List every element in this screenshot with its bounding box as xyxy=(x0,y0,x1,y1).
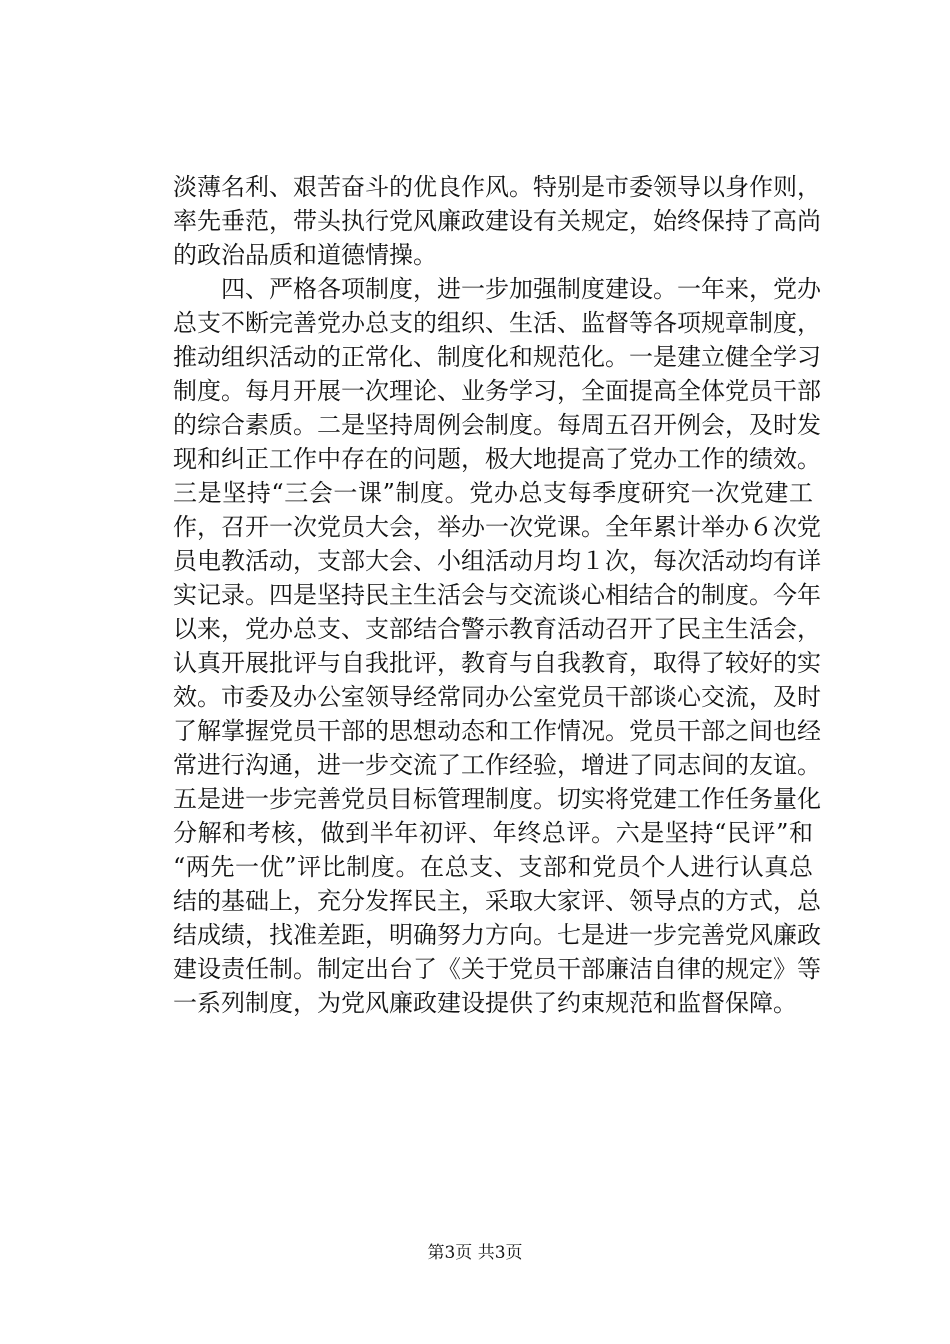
text-line: 四、严格各项制度，进一步加强制度建设。一年来，党办 xyxy=(173,275,821,303)
text-line: 淡薄名利、艰苦奋斗的优良作风。特别是市委领导以身作则， xyxy=(173,173,821,201)
text-line: 建设责任制。制定出台了《关于党员干部廉洁自律的规定》等 xyxy=(173,955,821,983)
text-line: “两先一优”评比制度。在总支、支部和党员个人进行认真总 xyxy=(173,853,813,881)
text-line: 以来，党办总支、支部结合警示教育活动召开了民主生活会， xyxy=(173,615,821,643)
text-line: 效。市委及办公室领导经常同办公室党员干部谈心交流，及时 xyxy=(173,683,821,711)
body-text xyxy=(173,170,821,1020)
page-footer: 第3页 共3页 xyxy=(427,1243,523,1263)
text-line: 制度。每月开展一次理论、业务学习，全面提高全体党员干部 xyxy=(173,377,821,405)
text-line: 作，召开一次党员大会，举办一次党课。全年累计举办６次党 xyxy=(173,513,821,541)
text-line: 认真开展批评与自我批评，教育与自我教育，取得了较好的实 xyxy=(173,649,821,677)
text-line: 一系列制度，为党风廉政建设提供了约束规范和监督保障。 xyxy=(173,989,797,1017)
text-line: 推动组织活动的正常化、制度化和规范化。一是建立健全学习 xyxy=(173,343,821,371)
text-line: 率先垂范，带头执行党风廉政建设有关规定，始终保持了高尚 xyxy=(173,207,821,235)
text-line: 分解和考核，做到半年初评、年终总评。六是坚持“民评”和 xyxy=(173,819,813,847)
text-line: 的政治品质和道德情操。 xyxy=(173,241,437,269)
text-line: 员电教活动，支部大会、小组活动月均１次，每次活动均有详 xyxy=(173,547,821,575)
text-line: 结成绩，找准差距，明确努力方向。七是进一步完善党风廉政 xyxy=(173,921,821,949)
text-line: 三是坚持“三会一课”制度。党办总支每季度研究一次党建工 xyxy=(173,479,813,507)
text-line: 总支不断完善党办总支的组织、生活、监督等各项规章制度， xyxy=(173,309,821,337)
text-line: 五是进一步完善党员目标管理制度。切实将党建工作任务量化 xyxy=(173,785,821,813)
text-line: 结的基础上，充分发挥民主，采取大家评、领导点的方式，总 xyxy=(173,887,821,915)
text-line: 的综合素质。二是坚持周例会制度。每周五召开例会，及时发 xyxy=(173,411,821,439)
text-line: 了解掌握党员干部的思想动态和工作情况。党员干部之间也经 xyxy=(173,717,821,745)
text-line: 现和纠正工作中存在的问题，极大地提高了党办工作的绩效。 xyxy=(173,445,821,473)
text-line: 实记录。四是坚持民主生活会与交流谈心相结合的制度。今年 xyxy=(173,581,821,609)
text-line: 常进行沟通，进一步交流了工作经验，增进了同志间的友谊。 xyxy=(173,751,821,779)
